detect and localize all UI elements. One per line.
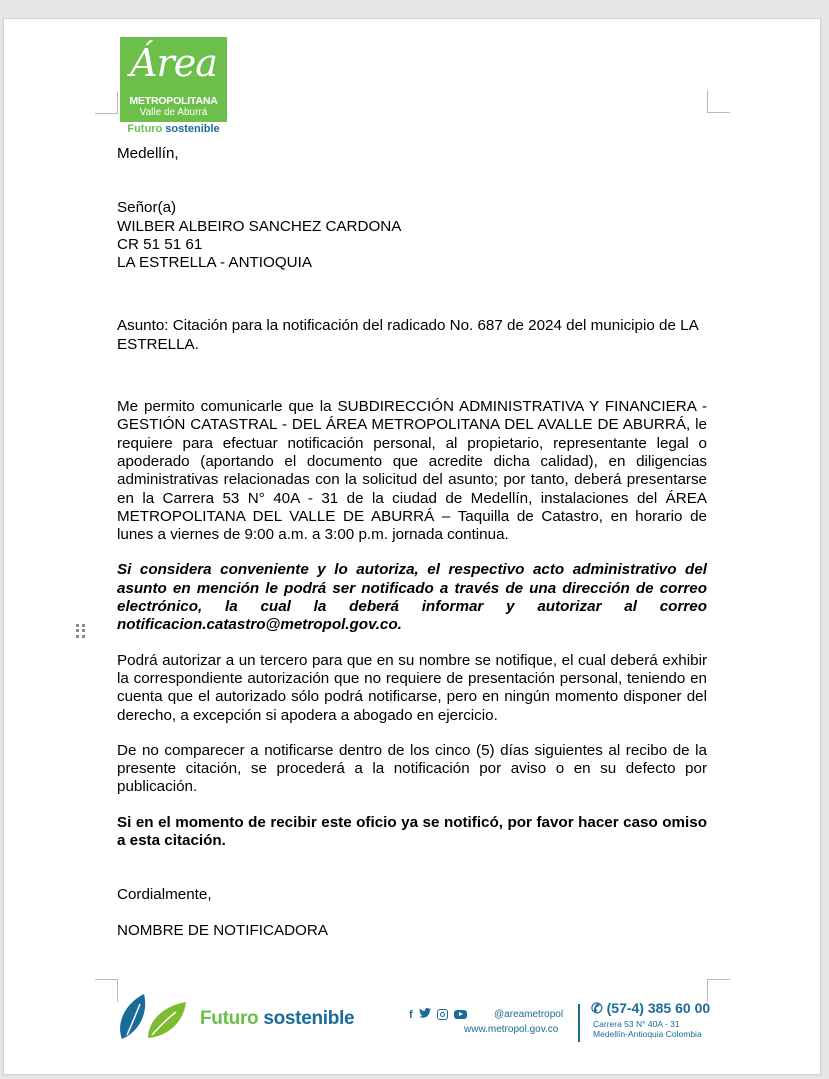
document-page [4, 19, 820, 1074]
leaves-logo-icon [118, 992, 188, 1040]
paragraph-drag-handle[interactable] [76, 624, 86, 638]
letter-footer [4, 984, 820, 1064]
phone-icon: ✆ [591, 1000, 603, 1016]
logo-tagline-sostenible: sostenible [165, 123, 220, 135]
logo-green-box [120, 37, 227, 122]
logo-title: Área [130, 41, 217, 85]
letter-subject: Asunto: Citación para la notificación del radicado No. 687 de 2024 del municipio de LA ESTRELLA. [117, 317, 698, 353]
letter-paragraph-5: Si en el momento de recibir este oficio ya se notificó, por favor hacer caso omiso a esta citación. [117, 813, 707, 850]
logo-line1: METROPOLITANA [129, 95, 218, 107]
footer-divider [578, 1004, 580, 1042]
header-logo [120, 37, 227, 137]
phone-text: (57-4) 385 60 00 [606, 1000, 711, 1016]
letter-paragraph-4: De no comparecer a notificarse dentro de los cinco (5) días siguientes al recibo de la presente citación, se procederá a la notificación por aviso o en su defecto por publicación. [117, 741, 707, 796]
letter-paragraph-2: Si considera conveniente y lo autoriza, el respectivo acto administrativo del asunto en mención le podrá ser notificado a través de una dirección de correo electrónico, la cual la deberá informar y autorizar al correo notificacion.catastro@metropol.gov.co. [117, 561, 707, 634]
recipient-city: LA ESTRELLA - ANTIOQUIA [117, 254, 312, 272]
social-handle[interactable]: @areametropol [494, 1009, 564, 1020]
letter-salutation: Señor(a) [117, 199, 177, 217]
instagram-icon[interactable] [437, 1009, 448, 1020]
phone-number [591, 1000, 710, 1017]
website-link[interactable]: www.metropol.gov.co [464, 1024, 559, 1035]
footer-tagline-sostenible: sostenible [263, 1008, 355, 1029]
address-line-2: Medellín-Antioquia Colombia [593, 1029, 702, 1039]
letter-closing: Cordialmente, [117, 886, 212, 904]
crop-mark-top-left [95, 92, 118, 114]
footer-tagline [200, 1008, 354, 1030]
letter-paragraph-3: Podrá autorizar a un tercero para que en su nombre se notifique, el cual deberá exhibir la correspondiente autorización que no requiere de presentación personal, teniendo en cuenta que el autorizado sólo podrá notificarse, pero en ningún momento disponer del derecho, a excepción si apodera a abogado en ejercicio. [117, 651, 707, 724]
facebook-icon[interactable]: f [409, 1008, 413, 1021]
recipient-name: WILBER ALBEIRO SANCHEZ CARDONA [117, 217, 402, 235]
logo-tagline-futuro: Futuro [127, 123, 163, 135]
social-icons [409, 1008, 467, 1021]
logo-line2: Valle de Aburrá [139, 107, 208, 118]
letter-paragraph-1: Me permito comunicarle que la SUBDIRECCIÓN ADMINISTRATIVA Y FINANCIERA - GESTIÓN CATASTRAL - DEL ÁREA METROPOLITANA DEL AVALLE DE ABURRÁ, le requiere para efectuar notificación personal, al propietario, representante legal o apoderado (aportando el documento que acredite dicha calidad), en diligencias administrativas relacionadas con la solicitud del asunto; por tanto, deberá presentarse en la Carrera 53 N° 40A - 31 de la ciudad de Medellín, instalaciones del ÁREA METROPOLITANA DEL VALLE DE ABURRÁ – Taquilla de Catastro, en horario de lunes a viernes de 9:00 a.m. a 3:00 p.m. jornada continua. [117, 398, 707, 544]
crop-mark-top-right [707, 90, 730, 113]
address-line-1: Carrera 53 N° 40A - 31 [593, 1019, 680, 1029]
footer-tagline-futuro: Futuro [200, 1008, 259, 1029]
recipient-address: CR 51 51 61 [117, 235, 203, 253]
letter-signature: NOMBRE DE NOTIFICADORA [117, 921, 328, 939]
logo-tagline [120, 123, 227, 136]
letter-city: Medellín, [117, 145, 179, 162]
youtube-icon[interactable] [454, 1010, 467, 1019]
letter-body [117, 145, 707, 940]
twitter-icon[interactable] [419, 1008, 431, 1021]
